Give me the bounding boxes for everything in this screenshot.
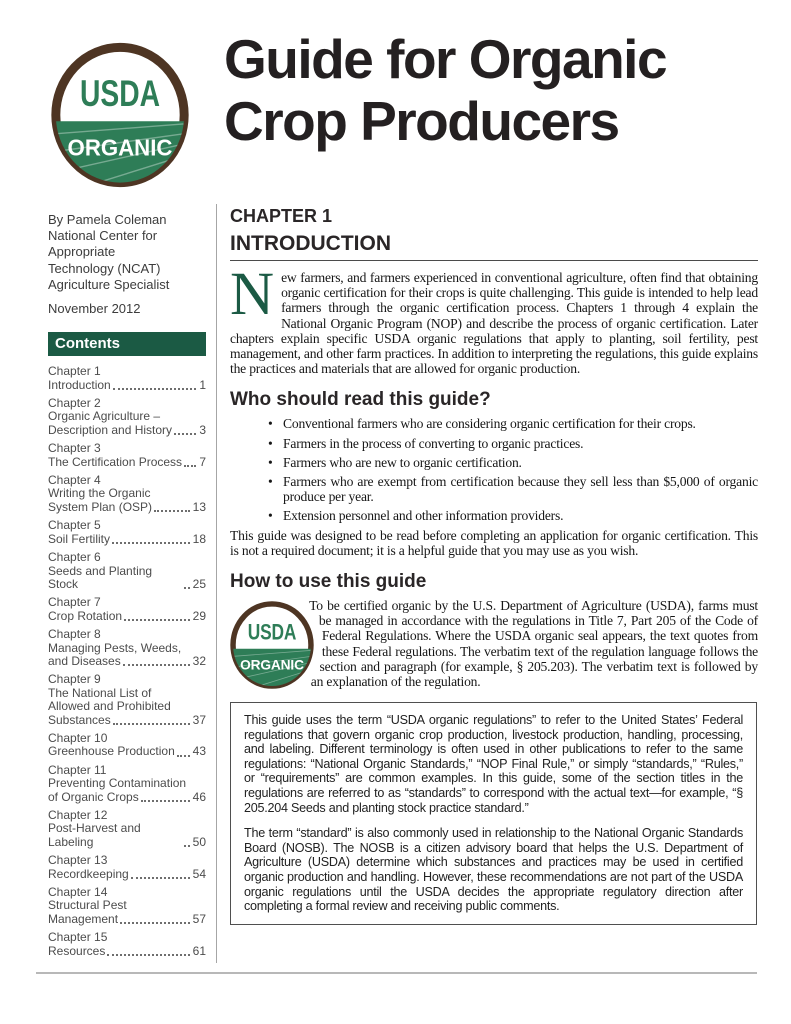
toc-last-line <box>48 565 206 592</box>
toc-chapter-label: Chapter 13 <box>48 853 108 868</box>
toc-last-line <box>48 610 206 623</box>
sidebar <box>48 204 206 963</box>
toc-leader-dots <box>120 922 190 924</box>
toc-entry <box>48 732 206 759</box>
toc-title: Seeds and Planting Stock <box>48 563 153 591</box>
toc-page-number: 50 <box>192 834 206 849</box>
toc-entry <box>48 596 206 623</box>
info-box <box>230 702 757 925</box>
toc-entry <box>48 886 206 926</box>
toc-entry <box>48 365 206 392</box>
toc-title: Substances <box>48 712 111 727</box>
toc-entry <box>48 764 206 804</box>
toc-title: Resources <box>48 943 106 958</box>
toc-last-line <box>48 791 206 804</box>
bullet-item: • Farmers who are exempt from certification because they sell less than $5,000 of organic produce per year. <box>230 474 758 504</box>
toc-entry <box>48 931 206 958</box>
toc-last-line <box>48 501 206 514</box>
toc-last-line <box>48 945 206 958</box>
toc-leader-dots <box>184 845 190 847</box>
toc-chapter-label: Chapter 2 <box>48 396 101 411</box>
toc-chapter-label: Chapter 4 <box>48 473 101 488</box>
toc-leader-dots <box>177 755 190 757</box>
toc-chapter-label: Chapter 3 <box>48 441 101 456</box>
toc-entry <box>48 442 206 469</box>
toc-title-line: Managing Pests, Weeds, <box>48 640 182 655</box>
info-box-paragraph-1: This guide uses the term “USDA organic regulations” to refer to the United States’ Federal regulations that govern organic crop production, livestock production, handling, processing, and labeling. Different terminology is often used in other publications to refer to the same regulations: “National Organic Standards,” “NOP Final Rule,” or simply “standards,” “Rules,” or “requirements” are common examples. In this guide, some of the section titles in the regulations are referred to as “standards” to correspond with the actual text—for example, “§ 205.204 Seeds and planting stock practice standard.” <box>244 713 743 815</box>
toc-page-number: 57 <box>192 911 206 926</box>
who-section-heading: Who should read this guide? <box>230 389 491 411</box>
toc-chapter-label: Chapter 15 <box>48 930 108 945</box>
toc-leader-dots <box>113 723 190 725</box>
toc-title: and Diseases <box>48 653 121 668</box>
toc-leader-dots <box>123 664 190 666</box>
toc-leader-dots <box>184 587 190 589</box>
toc-last-line <box>48 424 206 437</box>
toc-leader-dots <box>124 619 190 621</box>
toc-leader-dots <box>184 465 196 467</box>
toc-page-number: 32 <box>192 653 206 668</box>
who-footer-paragraph: This guide was designed to be read before completing an application for organic certification. This is not a required document; it is a helpful guide that you may use as you wish. <box>230 527 758 558</box>
toc-chapter-label: Chapter 9 <box>48 672 101 687</box>
toc-title: Crop Rotation <box>48 608 123 623</box>
toc-chapter-label: Chapter 8 <box>48 627 101 642</box>
toc-leader-dots <box>107 954 189 956</box>
seal-organic-text: ORGANIC <box>240 656 305 673</box>
toc-title: Introduction <box>48 377 111 392</box>
toc-leader-dots <box>131 877 190 879</box>
toc-chapter-label: Chapter 10 <box>48 730 108 745</box>
info-box-paragraph-2: The term “standard” is also commonly used in relationship to the National Organic Standards Board (NOSB). The NOSB is a citizen advisory board that helps the U.S. Department of Agriculture (USDA) determine which substances and practices may be used in certified organic production and handling. However, these recommendations are not part of the USDA organic regulations until the USDA decides the appropriate regulatory direction after completing a formal review and receiving public comments. <box>244 826 743 914</box>
toc-title-line: Allowed and Prohibited <box>48 699 171 714</box>
contents-header: Contents <box>48 332 206 356</box>
author-line: National Center for Appropriate <box>48 228 158 260</box>
bullet-item: • Farmers in the process of converting to organic practices. <box>230 436 758 451</box>
toc-leader-dots <box>141 800 190 802</box>
toc-chapter-label: Chapter 6 <box>48 550 101 565</box>
seal-usda-text: USDA <box>79 72 161 115</box>
toc-chapter-label: Chapter 7 <box>48 595 101 610</box>
page-title-line-1: Guide for Organic <box>224 28 667 90</box>
toc-entry <box>48 809 206 849</box>
toc-title: Soil Fertility <box>48 531 111 546</box>
toc-page-number: 13 <box>192 499 206 514</box>
main-column <box>217 204 758 963</box>
publication-date: November 2012 <box>48 301 141 317</box>
toc-page-number: 1 <box>199 377 206 392</box>
toc-leader-dots <box>154 510 190 512</box>
toc-leader-dots <box>112 542 190 544</box>
page-title-line-2: Crop Producers <box>224 90 619 152</box>
bullet-item: • Conventional farmers who are considering organic certification for their crops. <box>230 416 758 431</box>
footer-rule <box>36 972 757 974</box>
who-bullet-list <box>230 416 758 523</box>
toc-title: of Organic Crops <box>48 789 139 804</box>
toc-entry <box>48 551 206 591</box>
toc-entry <box>48 628 206 668</box>
toc-page-number: 7 <box>199 454 206 469</box>
chapter-title: INTRODUCTION <box>230 232 391 255</box>
toc-last-line <box>48 714 206 727</box>
usda-organic-seal-small <box>230 601 314 689</box>
toc-chapter-label: Chapter 11 <box>48 762 107 777</box>
toc-chapter-label: Chapter 14 <box>48 885 108 900</box>
how-paragraph <box>230 598 758 690</box>
toc-page-number: 29 <box>192 608 206 623</box>
toc-title: System Plan (OSP) <box>48 499 153 514</box>
toc-last-line <box>48 379 206 392</box>
toc-leader-dots <box>113 388 197 390</box>
toc-page-number: 61 <box>192 943 206 958</box>
toc-page-number: 18 <box>192 531 206 546</box>
toc-page-number: 3 <box>199 422 206 437</box>
toc-last-line <box>48 655 206 668</box>
toc-last-line <box>48 913 206 926</box>
toc-page-number: 25 <box>192 576 206 591</box>
toc-entry <box>48 673 206 727</box>
chapter-label: CHAPTER 1 <box>230 206 333 226</box>
toc-page-number: 43 <box>192 744 206 759</box>
toc-title-line: Structural Pest <box>48 898 127 913</box>
heading-rule <box>230 260 758 261</box>
seal-organic-text: ORGANIC <box>67 134 173 161</box>
usda-organic-seal <box>51 42 189 188</box>
toc-last-line <box>48 456 206 469</box>
toc-chapter-label: Chapter 5 <box>48 518 101 533</box>
toc-title-line: Organic Agriculture – <box>48 409 161 424</box>
page-header <box>0 0 791 204</box>
toc-title-line: Preventing Contamination <box>48 776 187 791</box>
table-of-contents <box>48 365 206 958</box>
toc-leader-dots <box>174 433 196 435</box>
toc-title: Management <box>48 911 119 926</box>
toc-chapter-label: Chapter 1 <box>48 364 101 379</box>
author-line: Agriculture Specialist <box>48 276 170 292</box>
toc-entry <box>48 474 206 514</box>
toc-last-line <box>48 745 206 758</box>
drop-cap: N <box>230 261 275 328</box>
author-block <box>48 212 206 317</box>
toc-title: The Certification Process <box>48 454 183 469</box>
toc-chapter-label: Chapter 12 <box>48 808 108 822</box>
toc-title: Post-Harvest and Labeling <box>48 821 141 849</box>
toc-last-line <box>48 868 206 881</box>
bullet-item: • Extension personnel and other information providers. <box>230 508 758 523</box>
intro-paragraph-text: ew farmers, and farmers experienced in conventional agriculture, often find that obtaining organic certification for their crops is quite challenging. This guide is intended to help lead farmers through the organic certification process. Chapters 1 through 4 explain the National Organic Program (NOP) and describe the process of organic certification. Later chapters explain specific USDA organic regulations that apply to planting, soil fertility, pest management, and other farm practices. In addition to interpreting the regulations, this guide explains the practices and materials that are allowed for organic production. <box>230 270 758 377</box>
page-title <box>224 28 784 152</box>
author-line: Technology (NCAT) <box>48 260 161 276</box>
toc-page-number: 46 <box>192 789 206 804</box>
toc-page-number: 37 <box>192 712 206 727</box>
toc-entry <box>48 519 206 546</box>
content-columns <box>0 204 791 963</box>
toc-title-line: Writing the Organic <box>48 486 151 501</box>
toc-last-line <box>48 533 206 546</box>
author-line: By Pamela Coleman <box>48 212 167 227</box>
toc-entry <box>48 397 206 437</box>
toc-title: Recordkeeping <box>48 866 129 881</box>
toc-title: Greenhouse Production <box>48 744 175 759</box>
toc-last-line <box>48 822 206 849</box>
toc-title: Description and History <box>48 422 173 437</box>
bullet-item: • Farmers who are new to organic certification. <box>230 455 758 470</box>
toc-page-number: 54 <box>192 866 206 881</box>
how-paragraph-text: To be certified organic by the U.S. Department of Agriculture (USDA), farms must be managed in accordance with the regulations in Title 7, Part 205 of the Code of Federal Regulations. Where the USDA organic seal appears, the text quotes from these Federal regulations. The verbatim text of the regulation language follows the section and paragraph (for example, § 205.203). The verbatim text is followed by an explanation of the regulation. <box>309 598 758 690</box>
toc-entry <box>48 854 206 881</box>
how-section-heading: How to use this guide <box>230 571 427 593</box>
intro-paragraph <box>230 261 758 377</box>
toc-title-line: The National List of <box>48 685 152 700</box>
seal-usda-text: USDA <box>247 619 297 645</box>
